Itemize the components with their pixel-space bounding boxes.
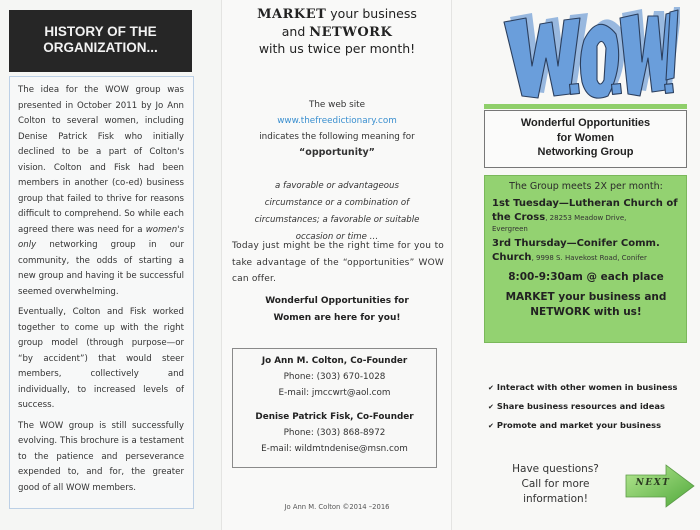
questions-line: information! [523,493,588,505]
benefit-item [488,378,696,397]
meeting-first [492,197,680,234]
questions-line: Have questions? [512,463,599,475]
history-header-line-2: ORGANIZATION... [43,40,158,55]
questions-text [498,462,613,507]
questions-line: Call for more [521,478,590,490]
green-divider [484,104,687,109]
website-intro: The web site [308,100,366,110]
meeting-market [492,290,680,320]
definition-line: circumstances; a favorable or suitable [254,215,420,225]
meeting-first-city: Evergreen [492,225,528,233]
tagline-line: Wonderful Opportunities for [265,296,409,306]
meeting-first-title: 1st Tuesday—Lutheran Church of the Cross [492,198,678,223]
tagline-line: Women are here for you! [273,313,401,323]
definition-line: occasion or time … [295,232,379,242]
check-icon: ✔ [488,422,494,430]
history-header [9,10,192,72]
today-text: Today just might be the right time for you to take advantage of the “opportunities” WOW can offer. [232,241,444,284]
meeting-schedule-box [484,175,687,343]
meeting-second [492,237,680,265]
meeting-market-line: MARKET your business and [505,291,667,303]
headline [222,6,452,58]
website-link[interactable]: www.thefreedictionary.com [277,116,397,126]
headline-text: with us twice per month! [258,41,416,56]
org-title-line: Networking Group [537,146,634,158]
contact-phone: Phone: (303) 868-8972 [283,428,386,438]
meeting-first-address: , 28253 Meadow Drive, [545,214,627,222]
check-icon: ✔ [488,403,494,411]
meeting-market-line: NETWORK with us! [530,306,642,318]
benefit-text: Promote and market your business [496,420,662,430]
meeting-second-title: 3rd Thursday—Conifer Comm. Church [492,238,660,263]
contact-box [232,348,437,468]
meeting-intro: The Group meets 2X per month: [509,181,663,192]
org-title-line: for Women [556,131,615,144]
wow-logo [500,2,680,100]
benefit-text: Share business resources and ideas [496,401,665,411]
definition-line: a favorable or advantageous [275,181,399,191]
benefit-item [488,416,696,435]
history-paragraph-2: Eventually, Colton and Fisk worked together to come up with the right group model (through purpose—or “by accident”) that would steer members, collectively and individually, to increased levels of success. [18,307,184,410]
benefit-item [488,397,696,416]
wonderful-tagline [222,293,452,327]
meeting-time: 8:00-9:30am @ each place [508,271,664,283]
history-text-box [9,76,194,509]
history-text: networking group in our community, the odds of starting a new group and having it be successful seemed overwhelming. [18,240,184,297]
website-block [222,97,452,161]
benefits-list [488,378,696,435]
headline-text: your business [326,6,417,21]
definition-line: circumstance or a combination of [264,198,410,208]
org-title-line: Wonderful Opportunities [520,117,651,129]
check-icon: ✔ [488,384,494,392]
contact-name: Denise Patrick Fisk, Co-Founder [255,412,414,422]
next-arrow-button[interactable] [624,463,696,509]
wow-logo-graphic [500,2,680,100]
info-panel [222,0,452,530]
definition [222,178,452,246]
headline-network: NETWORK [309,24,393,40]
benefit-text: Interact with other women in business [496,382,678,392]
history-paragraph-3: The WOW group is still successfully evolving. This brochure is a testament to the patience and perseverance expended to, and for, the greater good of all WOW members. [18,420,184,493]
next-label: NEXT [635,478,671,488]
headline-market: MARKET [257,7,327,22]
contact-email[interactable]: E-mail: wildmtndenise@msn.com [261,444,408,454]
org-title-box [484,110,687,168]
website-indicates: indicates the following meaning for [259,132,415,142]
history-emphasis: women's only [18,224,184,250]
meeting-second-address: , 9998 S. Havekost Road, Conifer [531,254,647,262]
history-text: The idea for the WOW group was presented in October 2011 by Jo Ann Colton to several women, including Denise Patrick Fisk who initially declined to be a part of Colton's vision. Colton and Fisk had been members in another (co-ed) business group that failed to thrive for reasons difficult to comprehend. So while each agreed there was need for a [18,85,184,235]
history-panel [0,0,222,530]
contact-email[interactable]: E-mail: jmccwrt@aol.com [278,388,391,398]
contact-phone: Phone: (303) 670-1028 [283,372,386,382]
headline-text: and [281,23,310,39]
contact-name: Jo Ann M. Colton, Co-Founder [261,356,408,366]
history-paragraph-1 [18,83,184,300]
opportunity-word: “opportunity” [299,147,375,158]
copyright: Jo Ann M. Colton ©2014 –2016 [284,503,390,511]
history-header-line-1: HISTORY OF THE [44,24,157,39]
